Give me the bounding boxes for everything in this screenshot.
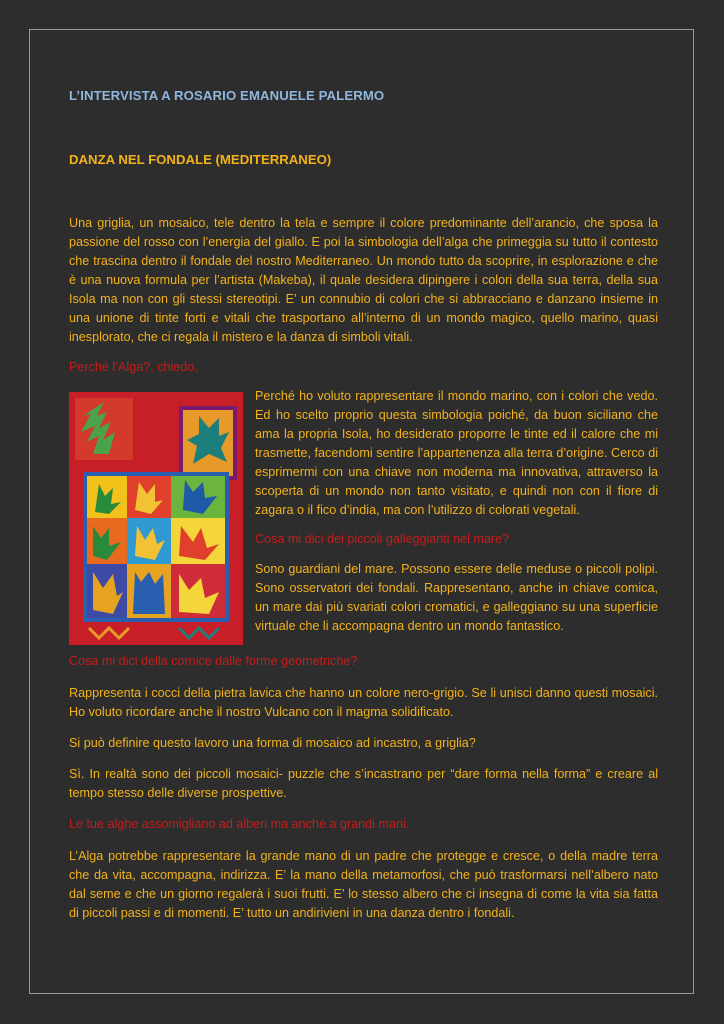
question-galleggianti: Cosa mi dici dei piccoli galleggianti nel mare?	[255, 532, 510, 546]
question-alga: Perché l’Alga?, chiedo.	[69, 360, 198, 374]
question-alghe: Le tue alghe assomigliano ad alberi ma anche a grandi mani.	[69, 817, 410, 831]
intro-paragraph: Una griglia, un mosaico, tele dentro la tela e sempre il colore predominante dell’arancio, che sposa la passione del rosso con l’energia del giallo. E poi la simbologia dell’alga che primeggia su tutto il contesto che trascina dentro il fondale del nostro Mediterraneo. Un mondo tutto da scoprire, in esplorazione e che è una nuova formula per l’artista (Makeba), il quale desidera dipingere i colori della sua terra, della sua Isola ma non con gli stessi stereotipi. E’ un connubio di colori che si abbracciano e danzano insieme in una unione di tinte forti e vitali che trasportano all’interno di un mondo magico, quello marino, quasi inesplorato, che ci regala il mistero e la danza di simboli vitali.	[69, 216, 658, 344]
answer-galleggianti: Sono guardiani del mare. Possono essere delle meduse o piccoli polipi. Sono osservatori dei fondali. Rappresentano, anche in chiave comica, un mare dai più svariati colori cromatici, e galleggiano su una superficie virtuale che li accompagna dentro un mondo fantastico.	[255, 562, 658, 633]
answer-mosaico: Sì. In realtà sono dei piccoli mosaici- puzzle che s’incastrano per “dare forma nella forma” e creare al tempo stesso delle diverse prospettive.	[69, 767, 658, 800]
question-mosaico: Si può definire questo lavoro una forma di mosaico ad incastro, a griglia?	[69, 736, 476, 750]
painting-image	[69, 392, 243, 645]
question-cornice: Cosa mi dici della cornice dalle forme geometriche?	[69, 654, 358, 668]
article-title: DANZA NEL FONDALE (MEDITERRANEO)	[69, 152, 332, 167]
answer-column	[255, 387, 658, 636]
answer-alghe: L’Alga potrebbe rappresentare la grande mano di un padre che protegge e cresce, o della madre terra che da vita, accompagna, indirizza. E’ la mano della metamorfosi, che può trasformarsi nell’albero nato dal seme e che un giorno regalerà i suoi frutti. E’ lo stesso albero che ci insegna di come la vita sia fatta di piccoli passi e di momenti. E’ tutto un andirivieni in una danza dentro i fondali.	[69, 849, 658, 920]
answer-alga: Perché ho voluto rappresentare il mondo marino, con i colori che vedo. Ed ho scelto proprio questa simbologia poiché, da buon siciliano che ama la propria Isola, ho desiderato proporre le tinte ed il calore che mi trasmette, facendomi sentire l’appartenenza alla terra d’origine. Cerco di esprimermi con una chiave non moderna ma innovativa, attraverso la scoperta di un mondo non tanto visitato, e quindi non con il fiore di zagara o il fico d’india, ma con l’utilizzo di colorati vegetali.	[255, 389, 658, 517]
answer-cornice: Rappresenta i cocci della pietra lavica che hanno un colore nero-grigio. Se li unisci danno questi mosaici. Ho voluto ricordare anche il nostro Vulcano con il magma solidificato.	[69, 686, 658, 719]
article-kicker: L’INTERVISTA A ROSARIO EMANUELE PALERMO	[69, 88, 385, 103]
lower-section	[69, 652, 658, 935]
